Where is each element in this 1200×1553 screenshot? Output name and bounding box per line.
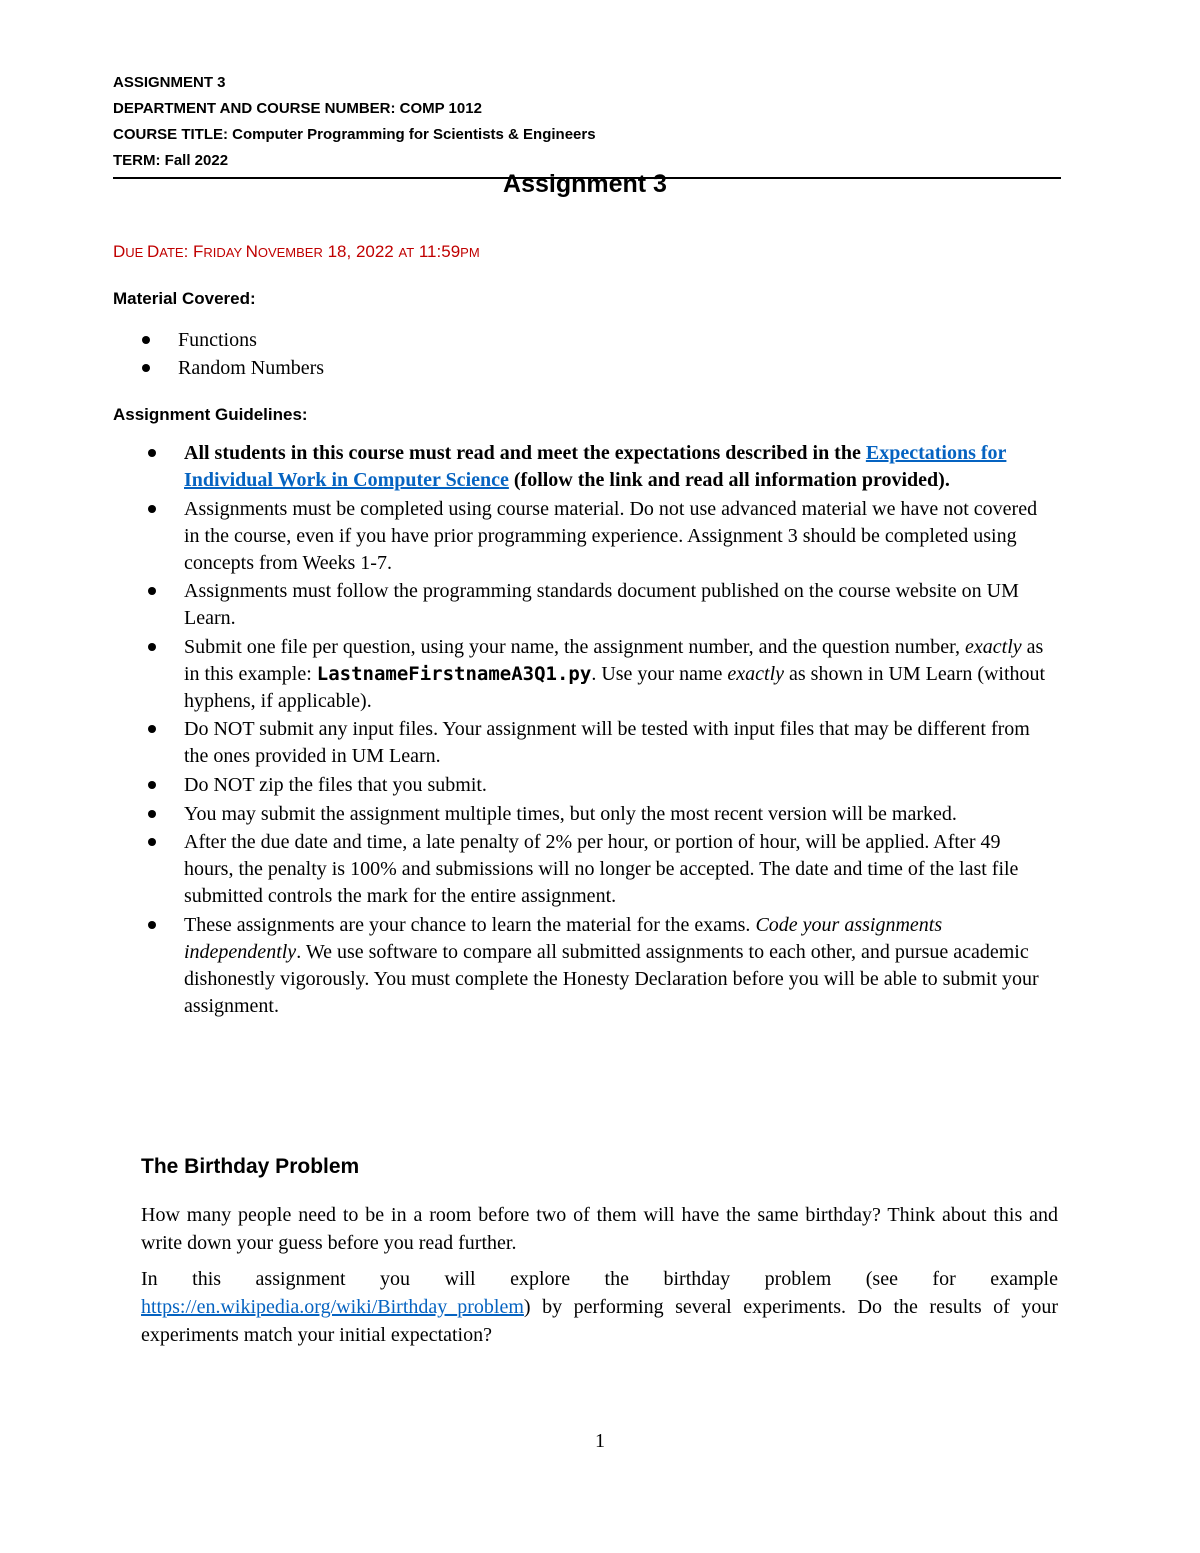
- expectations-link[interactable]: Expectations for Individual Work in Computer Science: [184, 442, 1007, 491]
- list-item: Submit one file per question, using your name, the assignment number, and the question number, exactly as in this example: LastnameFirstnameA3Q1.py. Use your name exactly as shown in UM Learn (without hyphens, if applicable).: [148, 634, 1048, 715]
- material-list: [142, 326, 324, 382]
- due-date: DUE DATE: FRIDAY NOVEMBER 18, 2022 AT 11:59PM: [113, 242, 480, 261]
- wikipedia-link[interactable]: https://en.wikipedia.org/wiki/Birthday_problem: [141, 1296, 524, 1318]
- list-item: Assignments must follow the programming standards document published on the course website on UM Learn.: [148, 578, 1048, 632]
- birthday-paragraph-1: How many people need to be in a room before two of them will have the same birthday? Think about this and write down your guess before you read further.: [141, 1204, 1058, 1254]
- birthday-paragraph-2: In this assignment you will explore the birthday problem (see for example https://en.wikipedia.org/wiki/Birthday_problem) by performing several experiments. Do the results of your experiments match your initial expectation?: [141, 1268, 1058, 1346]
- material-heading: Material Covered:: [113, 289, 256, 308]
- header-course-number: DEPARTMENT AND COURSE NUMBER: COMP 1012: [113, 100, 482, 117]
- document-header: [113, 70, 1061, 179]
- header-course-title: COURSE TITLE: Computer Programming for Scientists & Engineers: [113, 126, 596, 143]
- bullet-icon: [148, 643, 156, 651]
- bullet-icon: [148, 505, 156, 513]
- bullet-icon: [148, 838, 156, 846]
- header-assignment: ASSIGNMENT 3: [113, 74, 226, 91]
- list-item: These assignments are your chance to learn the material for the exams. Code your assignments independently. We use software to compare all submitted assignments to each other, and pursue academic dishonestly vigorously. You must complete the Honesty Declaration before you will be able to submit your assignment.: [148, 912, 1048, 1020]
- filename-example: LastnameFirstnameA3Q1.py: [316, 662, 592, 685]
- list-item: After the due date and time, a late penalty of 2% per hour, or portion of hour, will be applied. After 49 hours, the penalty is 100% and submissions will no longer be accepted. The date and time of the last file submitted controls the mark for the entire assignment.: [148, 829, 1048, 910]
- bullet-icon: [148, 725, 156, 733]
- header-term: TERM: Fall 2022: [113, 152, 229, 169]
- list-item: All students in this course must read and meet the expectations described in the Expectations for Individual Work in Computer Science (follow the link and read all information provided).: [148, 440, 1048, 494]
- bullet-icon: [148, 810, 156, 818]
- bullet-icon: [142, 336, 150, 344]
- guidelines-list: [148, 440, 1048, 1021]
- bullet-icon: [148, 449, 156, 457]
- list-item: Random Numbers: [142, 354, 324, 382]
- guidelines-heading: Assignment Guidelines:: [113, 405, 308, 424]
- bullet-icon: [148, 921, 156, 929]
- list-item: Assignments must be completed using course material. Do not use advanced material we have not covered in the course, even if you have prior programming experience. Assignment 3 should be completed using concepts from Weeks 1-7.: [148, 496, 1048, 577]
- bullet-icon: [148, 587, 156, 595]
- list-item: Do NOT zip the files that you submit.: [148, 772, 1048, 799]
- bullet-icon: [148, 781, 156, 789]
- page-number: 1: [595, 1430, 605, 1452]
- bullet-icon: [142, 364, 150, 372]
- section-title-birthday: The Birthday Problem: [141, 1155, 360, 1178]
- page-title: Assignment 3: [503, 170, 667, 198]
- list-item: You may submit the assignment multiple times, but only the most recent version will be marked.: [148, 801, 1048, 828]
- list-item: Do NOT submit any input files. Your assignment will be tested with input files that may be different from the ones provided in UM Learn.: [148, 716, 1048, 770]
- list-item: Functions: [142, 326, 324, 354]
